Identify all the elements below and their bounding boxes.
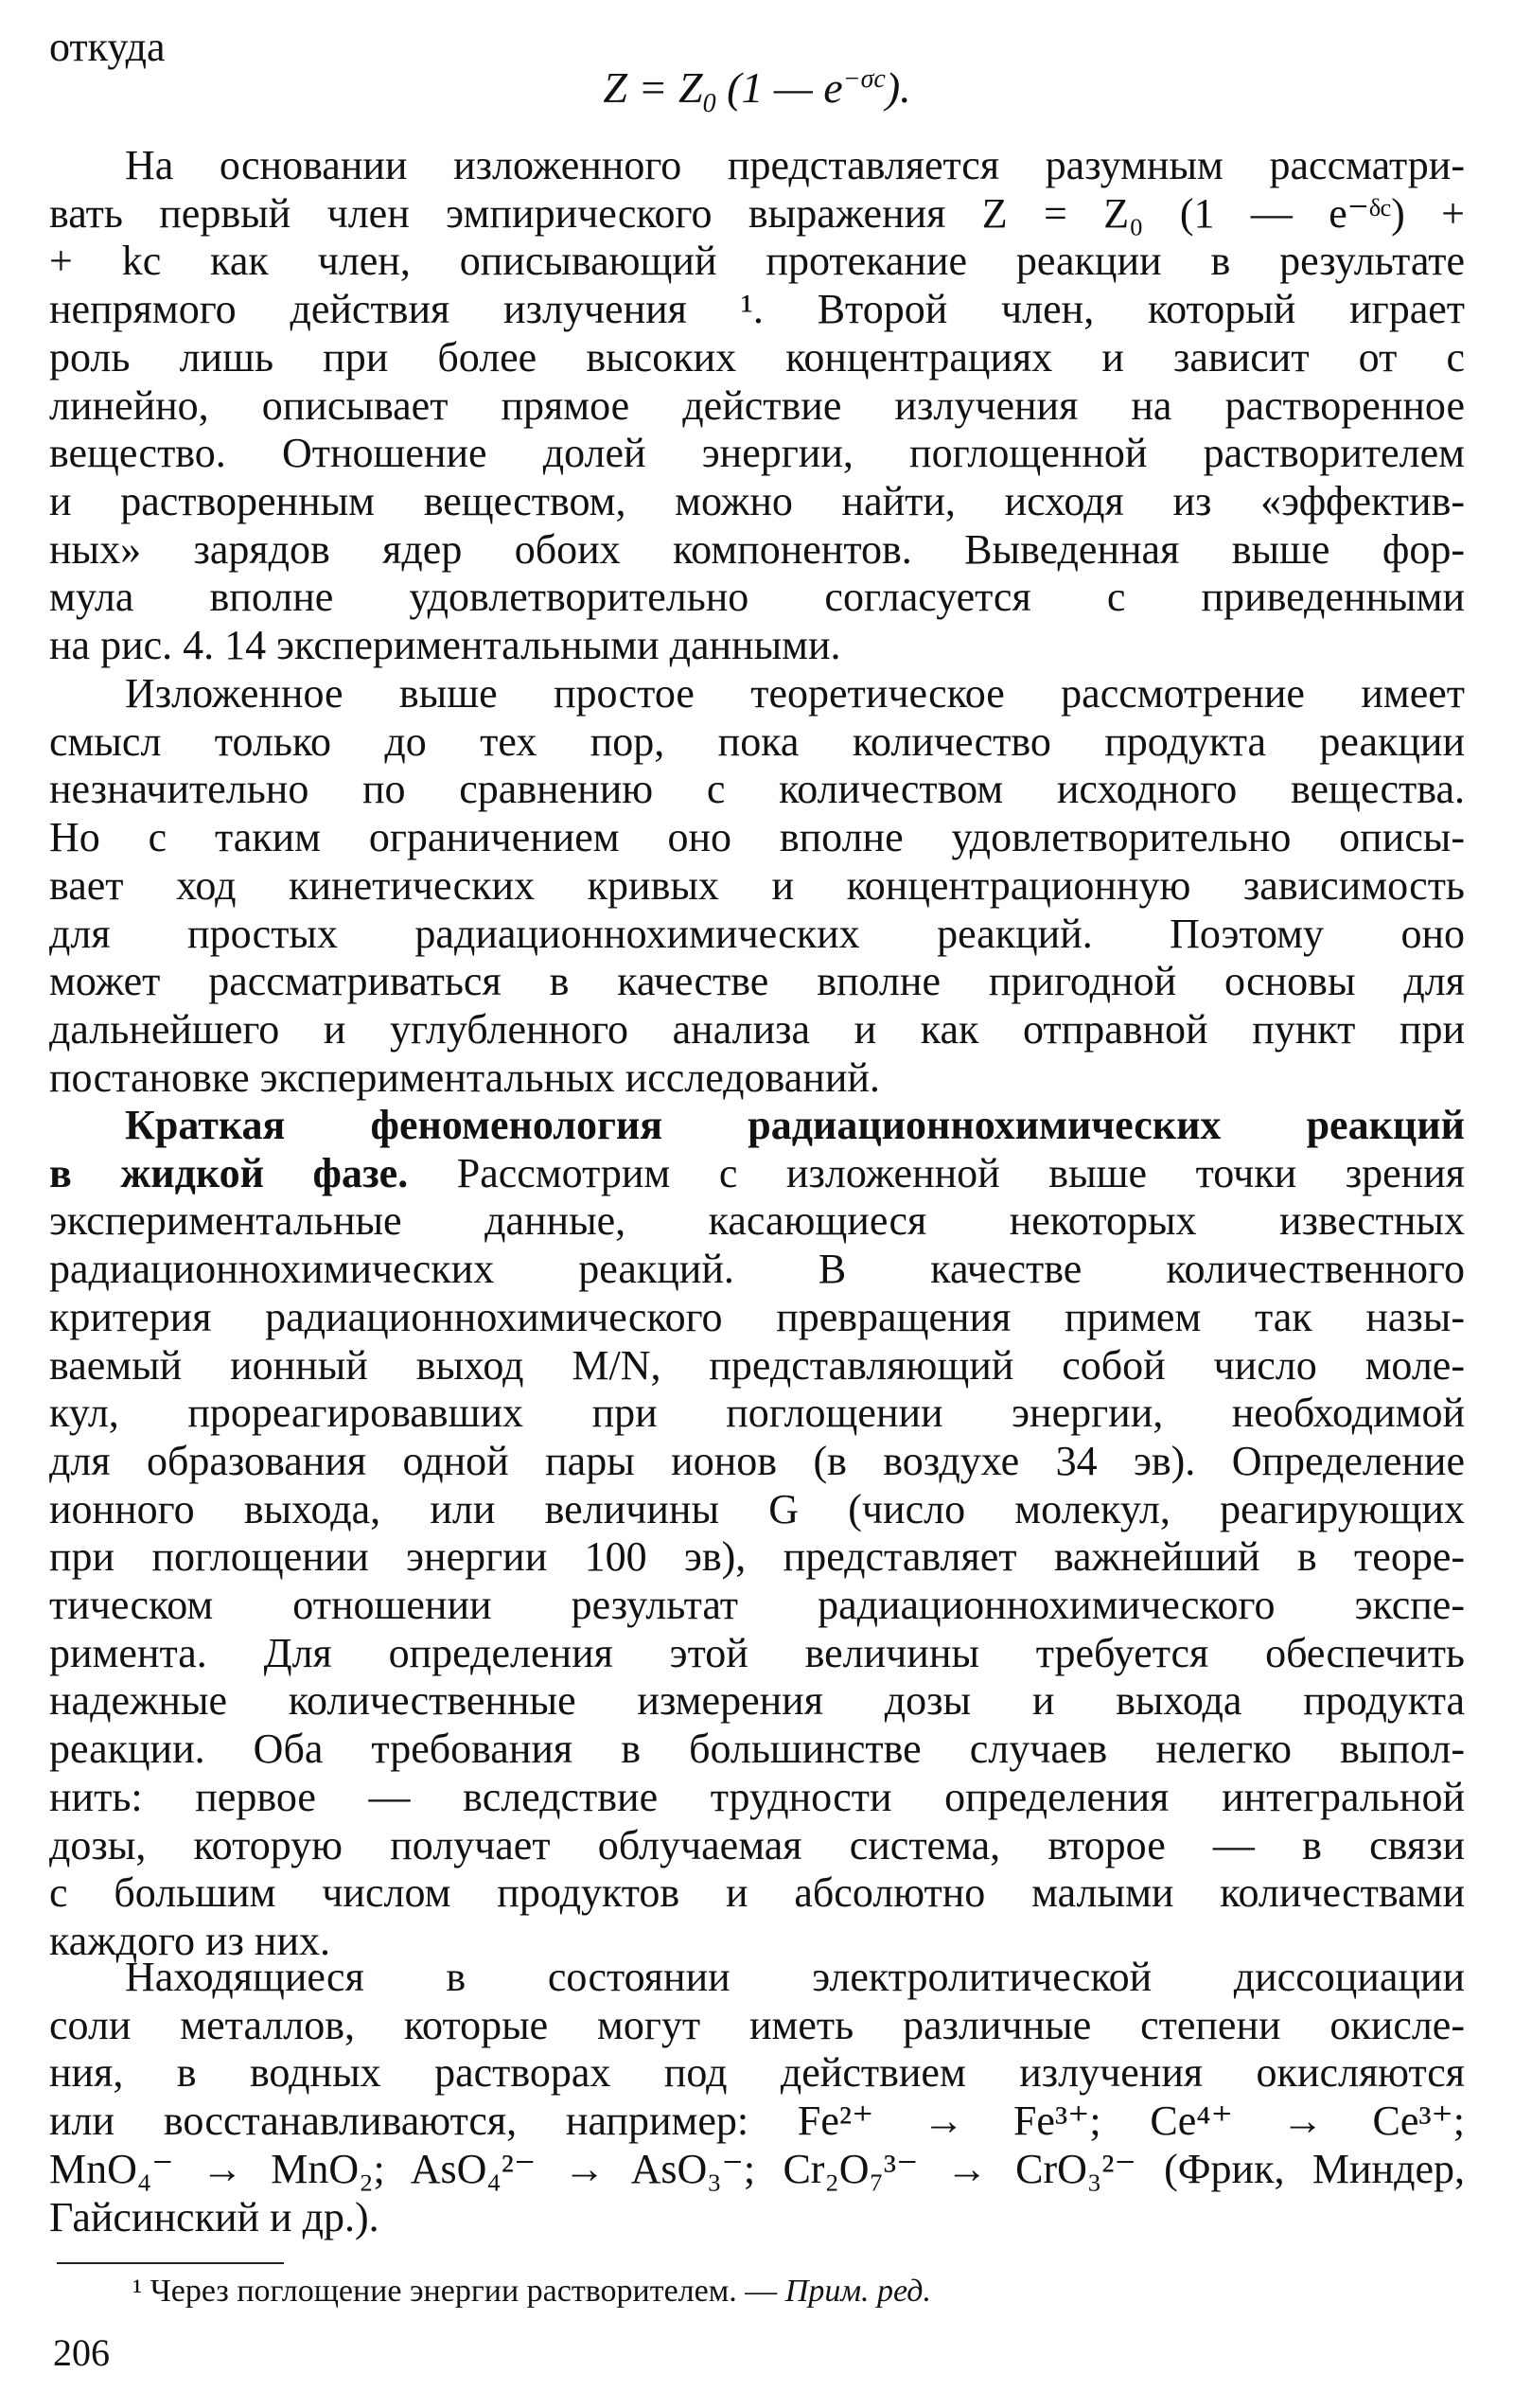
footnote-editor-note: Прим. ред. [784, 2274, 931, 2309]
text-line: непрямого действия излучения ¹. Второй член, который играет [49, 286, 1465, 333]
text-line: Гайсинский и др.). [49, 2193, 379, 2240]
formula-z0-sub: 0 [702, 89, 716, 119]
heading-line-rest: Рассмотрим с изложенной выше точки зрения [408, 1149, 1465, 1196]
text-line: надежные количественные измерения дозы и выхода продукта [49, 1677, 1465, 1725]
text-line: На основании изложенного представляется разумным рассматри- [125, 142, 1465, 188]
text-line: каждого из них. [49, 1917, 330, 1964]
text-line: реакции. Оба требования в большинстве случаев нелегко выпол- [49, 1726, 1465, 1773]
text-line: ных» зарядов ядер обоих компонентов. Выведенная выше фор- [49, 525, 1465, 573]
text-line: с большим числом продуктов и абсолютно малыми количествами [49, 1869, 1465, 1917]
text-line: вать первый член эмпирического выражения Z = Z₀ (1 — e⁻ᵟᶜ) + [49, 189, 1465, 237]
text-line: кул, прореагировавших при поглощении энергии, необходимой [49, 1390, 1465, 1437]
text-line: при поглощении энергии 100 эв), представляет важнейший в теоре- [49, 1533, 1465, 1581]
text-line: роль лишь при более высоких концентрациях и зависит от c [49, 333, 1465, 381]
footnote-text: Через поглощение энергии растворителем. — [142, 2274, 785, 2309]
text-line: для образования одной пары ионов (в воздухе 34 эв). Определение [49, 1437, 1465, 1484]
text-line: экспериментальные данные, касающиеся некоторых известных [49, 1197, 1465, 1245]
text-line: ния, в водных растворах под действием излучения окисляются [49, 2049, 1465, 2097]
text-line: мула вполне удовлетворительно согласуется с приведенными [49, 574, 1465, 621]
paragraph-3 [49, 1102, 1465, 1966]
text-line: незначительно по сравнению с количеством исходного вещества. [49, 766, 1465, 813]
text-line: критерия радиационнохимического превращения примем так назы- [49, 1293, 1465, 1340]
text-line: на рис. 4. 14 экспериментальными данными. [49, 622, 841, 669]
section-heading [49, 1102, 1465, 1150]
formula-rest-post: ). [885, 63, 911, 112]
footnote-mark: ¹ [132, 2274, 143, 2309]
text-line: MnO₄⁻ → MnO₂; AsO₄²⁻ → AsO₃⁻; Cr₂O₇³⁻ → CrO₃²⁻ (Фрик, Миндер, [49, 2145, 1465, 2192]
text-line: постановке экспериментальных исследований. [49, 1054, 880, 1101]
text-line: и растворенным веществом, можно найти, исходя из «эффектив- [49, 477, 1465, 524]
formula-z [0, 62, 1514, 119]
first-word: откуда [49, 24, 166, 70]
paragraph-4 [49, 1954, 1465, 2241]
text-line: + kc как член, описывающий протекание реакции в результате [49, 238, 1465, 285]
text-line: нить: первое — вследствие трудности определения интегральной [49, 1773, 1465, 1820]
text-line: Но с таким ограничением оно вполне удовлетворительно описы- [49, 814, 1465, 861]
text-line: соли металлов, которые могут иметь различные степени окисле- [49, 2001, 1465, 2048]
formula-z0: Z [678, 63, 703, 112]
text-line: Изложенное выше простое теоретическое рассмотрение имеет [125, 670, 1465, 717]
text-line: дозы, которую получает облучаемая система, второе — в связи [49, 1821, 1465, 1868]
text-line [49, 1150, 1465, 1198]
text-line: римента. Для определения этой величины требуется обеспечить [49, 1629, 1465, 1676]
paragraph-2 [49, 670, 1465, 1102]
text-line: радиационнохимических реакций. В качестве количественного [49, 1246, 1465, 1293]
text-line: вает ход кинетических кривых и концентрационную зависимость [49, 861, 1465, 909]
text-line: ваемый ионный выход M/N, представляющий собой число моле- [49, 1341, 1465, 1389]
text-line: дальнейшего и углубленного анализа и как отправной пункт при [49, 1005, 1465, 1053]
formula-exponent: −σc [842, 64, 886, 94]
formula-eq: = [626, 63, 678, 112]
text-line: ионного выхода, или величины G (число молекул, реагирующих [49, 1485, 1465, 1532]
text-line: или восстанавливаются, например: Fe²⁺ → Fe³⁺; Ce⁴⁺ → Ce³⁺; [49, 2098, 1465, 2145]
footnote [132, 2274, 931, 2310]
formula-lhs: Z [603, 63, 627, 112]
text-line: для простых радиационнохимических реакций. Поэтому оно [49, 910, 1465, 957]
heading-part-2: в жидкой фазе. [49, 1149, 409, 1196]
text-line: тическом отношении результат радиационнохимического экспе- [49, 1582, 1465, 1629]
heading-part-1: Краткая феноменология радиационнохимических реакций [125, 1102, 1465, 1148]
paragraph-1 [49, 142, 1465, 670]
text-line: смысл только до тех пор, пока количество продукта реакции [49, 717, 1465, 765]
formula-rest-pre: (1 — e [715, 63, 843, 112]
text-line: вещество. Отношение долей энергии, поглощенной растворителем [49, 430, 1465, 477]
text-line: Находящиеся в состоянии электролитической диссоциации [125, 1954, 1465, 2000]
page-number: 206 [53, 2331, 110, 2374]
text-line: может рассматриваться в качестве вполне пригодной основы для [49, 958, 1465, 1005]
footnote-divider [57, 2262, 284, 2264]
text-line: линейно, описывает прямое действие излучения на растворенное [49, 381, 1465, 429]
